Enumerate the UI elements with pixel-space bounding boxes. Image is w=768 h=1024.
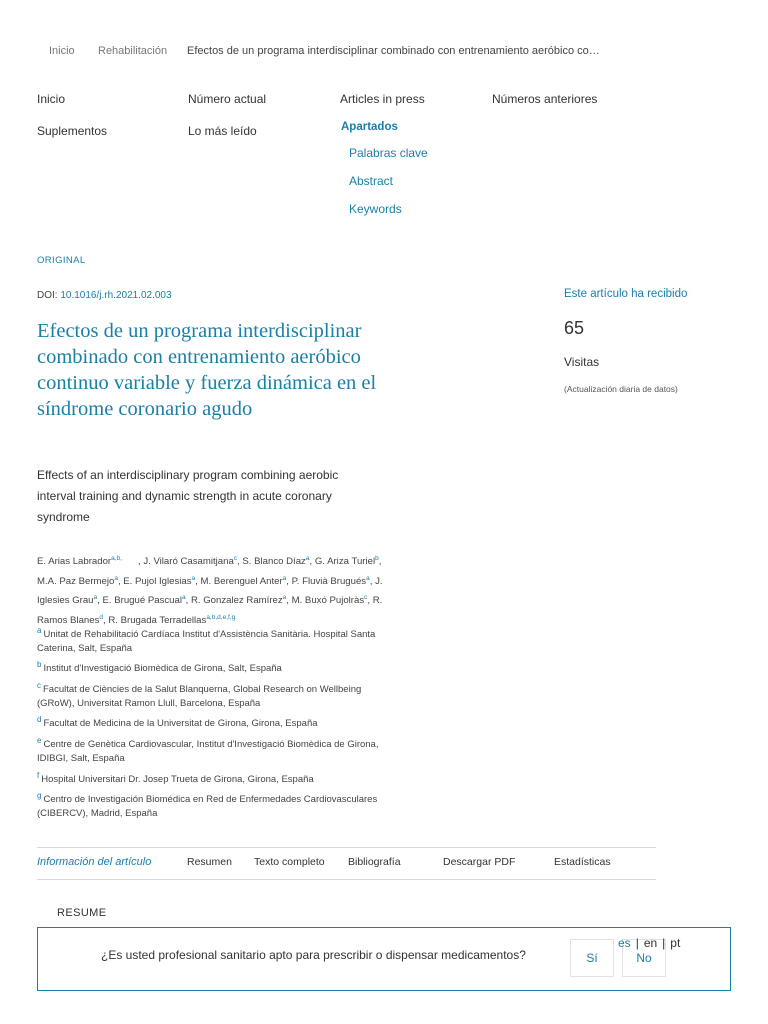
author-affiliation-mark: a	[366, 574, 370, 582]
author-affiliation-mark: a	[282, 594, 287, 602]
yes-button[interactable]: Sí	[570, 939, 614, 977]
lang-es[interactable]: es	[618, 936, 631, 950]
affiliation	[37, 658, 397, 676]
doi-line	[37, 290, 172, 301]
affiliation	[37, 679, 397, 710]
author-name: R. Ramos Blanes	[37, 595, 383, 626]
author-name: E. Pujol Iglesias	[123, 575, 192, 587]
author-affiliation-mark: c	[364, 594, 368, 602]
affiliation-mark: g	[37, 791, 42, 801]
lang-separator: |	[635, 936, 639, 950]
metrics-heading: Este artículo ha recibido	[564, 288, 688, 300]
author[interactable]	[143, 556, 237, 567]
nav-numeros-anteriores[interactable]: Números anteriores	[492, 92, 598, 106]
breadcrumb-item-current: Efectos de un programa interdisciplinar combinado con entrenamiento aeróbico co…	[187, 45, 600, 57]
author-name: J. Iglesies Grau	[37, 575, 383, 607]
author[interactable]	[123, 576, 195, 587]
author-affiliation-mark: a	[114, 574, 118, 582]
author-name: G. Ariza Turiel	[314, 556, 376, 568]
language-switcher	[618, 936, 680, 950]
visit-count: 65	[564, 318, 585, 338]
no-button[interactable]: No	[622, 939, 666, 977]
doi-prefix: DOI:	[37, 290, 61, 301]
author[interactable]	[103, 595, 186, 606]
lang-separator: |	[662, 936, 666, 950]
affiliation	[37, 789, 397, 820]
author[interactable]	[201, 576, 287, 587]
author-name: M.A. Paz Bermejo	[37, 575, 115, 587]
nav-suplementos[interactable]: Suplementos	[37, 124, 108, 138]
author-affiliation-mark: a	[181, 594, 186, 602]
author-affiliation-mark: a	[282, 574, 287, 582]
author[interactable]	[191, 595, 286, 606]
breadcrumb-item-home[interactable]: Inicio	[49, 45, 75, 57]
tab-texto-completo[interactable]: Texto completo	[254, 856, 325, 868]
breadcrumb	[49, 45, 600, 57]
apartado-abstract[interactable]: Abstract	[349, 174, 394, 188]
nav-articles-in-press[interactable]: Articles in press	[340, 92, 425, 106]
affiliation-list	[37, 624, 397, 824]
affiliation-mark: e	[37, 736, 42, 746]
doi-link[interactable]: 10.1016/j.rh.2021.02.003	[60, 290, 172, 301]
nav-numero-actual[interactable]: Número actual	[188, 92, 267, 106]
affiliation	[37, 624, 397, 655]
author-name: R. Brugada Terradellas	[108, 614, 207, 626]
author[interactable]	[315, 556, 379, 567]
affiliation-text: Centre de Genètica Cardiovascular, Institut d'Investigació Biomèdica de Girona, IDIBGI, Salt, España	[37, 739, 379, 764]
author[interactable]	[292, 576, 370, 587]
author[interactable]	[37, 556, 122, 567]
author-list: E. Arias Labrador$^{a,b,}$ , J. Vilaró Casamitjana$^c$, S. Blanco Díaz$^a$, G. Ariza Turiel$^b$, M.A. Paz Bermejo$^a$, E. Pujol Iglesias$^a$, M. Berenguel Anter$^a$, P. Fluvià Brugués$^a$, J. Iglesies Grau$^a$, E. Brugué Pascual$^a$, R. Gonzalez Ramírez$^a$, M. Buxó Pujolràs$^c$, R. Ramos Blanes$^d$, R. Brugada Terradellas$^{a,b,d,e,f,g}$	[37, 555, 383, 626]
article-title: Efectos de un programa interdisciplinar combinado con entrenamiento aeróbico continuo variable y fuerza dinámica en el síndrome coronario agudo	[37, 320, 377, 420]
affiliation-mark: a	[37, 626, 42, 635]
author-name: M. Buxó Pujolràs	[291, 595, 365, 607]
professional-question: ¿Es usted profesional sanitario apto para prescribir o dispensar medicamentos?	[101, 948, 526, 962]
author-name: E. Brugué Pascual	[102, 595, 182, 607]
affiliation	[37, 769, 397, 787]
author-affiliation-mark: a	[191, 574, 196, 582]
author-affiliation-mark: a	[93, 594, 98, 602]
author[interactable]	[292, 595, 368, 606]
author-name: P. Fluvià Brugués	[291, 575, 367, 587]
affiliation-mark: f	[37, 770, 40, 780]
apartado-keywords[interactable]: Keywords	[349, 202, 402, 216]
affiliation	[37, 734, 397, 765]
affiliation-text: Centro de Investigación Biomédica en Red de Enfermedades Cardiovasculares (CIBERCV), Madrid, España	[37, 794, 378, 820]
author-name: R. Gonzalez Ramírez	[190, 595, 283, 607]
author[interactable]	[37, 576, 118, 587]
section-label: ORIGINAL	[37, 255, 86, 266]
tab-informacion[interactable]: Información del artículo	[37, 856, 152, 868]
affiliation-text: Facultat de Ciències de la Salut Blanquerna, Global Research on Wellbeing (GRoW), Universitat Ramon Llull, Barcelona, España	[37, 684, 362, 709]
author-name: J. Vilaró Casamitjana	[143, 556, 234, 568]
author-affiliation-mark: a	[305, 555, 310, 562]
lang-pt[interactable]: pt	[670, 936, 681, 950]
affiliation-mark: d	[37, 715, 42, 725]
author-affiliation-mark: d	[99, 613, 104, 621]
tab-descargar-pdf[interactable]: Descargar PDF	[443, 856, 516, 868]
nav-apartados[interactable]: Apartados	[341, 121, 398, 133]
affiliation-text: Institut d'Investigació Biomèdica de Girona, Salt, España	[43, 663, 282, 675]
affiliation-text: Unitat de Rehabilitació Cardíaca Institut d'Assistència Sanitària. Hospital Santa Caterina, Salt, España	[37, 629, 376, 654]
resume-heading: RESUME	[57, 907, 107, 919]
author-affiliation-mark: a,b,d,e,f,g	[206, 613, 236, 621]
author-name: E. Arias Labrador	[37, 556, 112, 568]
author-name: S. Blanco Díaz	[242, 556, 306, 568]
article-subtitle: Effects of an interdisciplinary program combining aerobic interval training and dynamic strength in acute coronary syndrome	[37, 468, 339, 524]
visit-label: Visitas	[564, 355, 600, 369]
lang-en[interactable]: en	[643, 936, 658, 950]
nav-inicio[interactable]: Inicio	[37, 92, 66, 106]
author-affiliation-mark: b	[375, 555, 379, 562]
affiliation-mark: c	[37, 681, 41, 691]
nav-lo-mas-leido[interactable]: Lo más leído	[188, 124, 257, 138]
tab-bibliografia[interactable]: Bibliografía	[348, 856, 401, 868]
affiliation-text: Facultat de Medicina de la Universitat de Girona, Girona, España	[43, 718, 318, 730]
metrics-note: (Actualización diaria de datos)	[564, 384, 678, 394]
affiliation-text: Hospital Universitari Dr. Josep Trueta de Girona, Girona, España	[41, 773, 314, 785]
professional-banner	[37, 927, 731, 991]
tab-estadisticas[interactable]: Estadísticas	[554, 856, 611, 868]
article-tabs	[37, 847, 656, 880]
affiliation	[37, 713, 397, 731]
author[interactable]	[242, 556, 309, 567]
affiliation-mark: b	[37, 660, 42, 670]
breadcrumb-item-section[interactable]: Rehabilitación	[98, 45, 168, 57]
author-affiliation-mark: a,b,	[111, 555, 122, 562]
apartado-palabras-clave[interactable]: Palabras clave	[349, 146, 428, 160]
author-name: M. Berenguel Anter	[200, 575, 283, 587]
author-affiliation-mark: c	[233, 555, 238, 562]
tab-resumen[interactable]: Resumen	[187, 856, 232, 868]
